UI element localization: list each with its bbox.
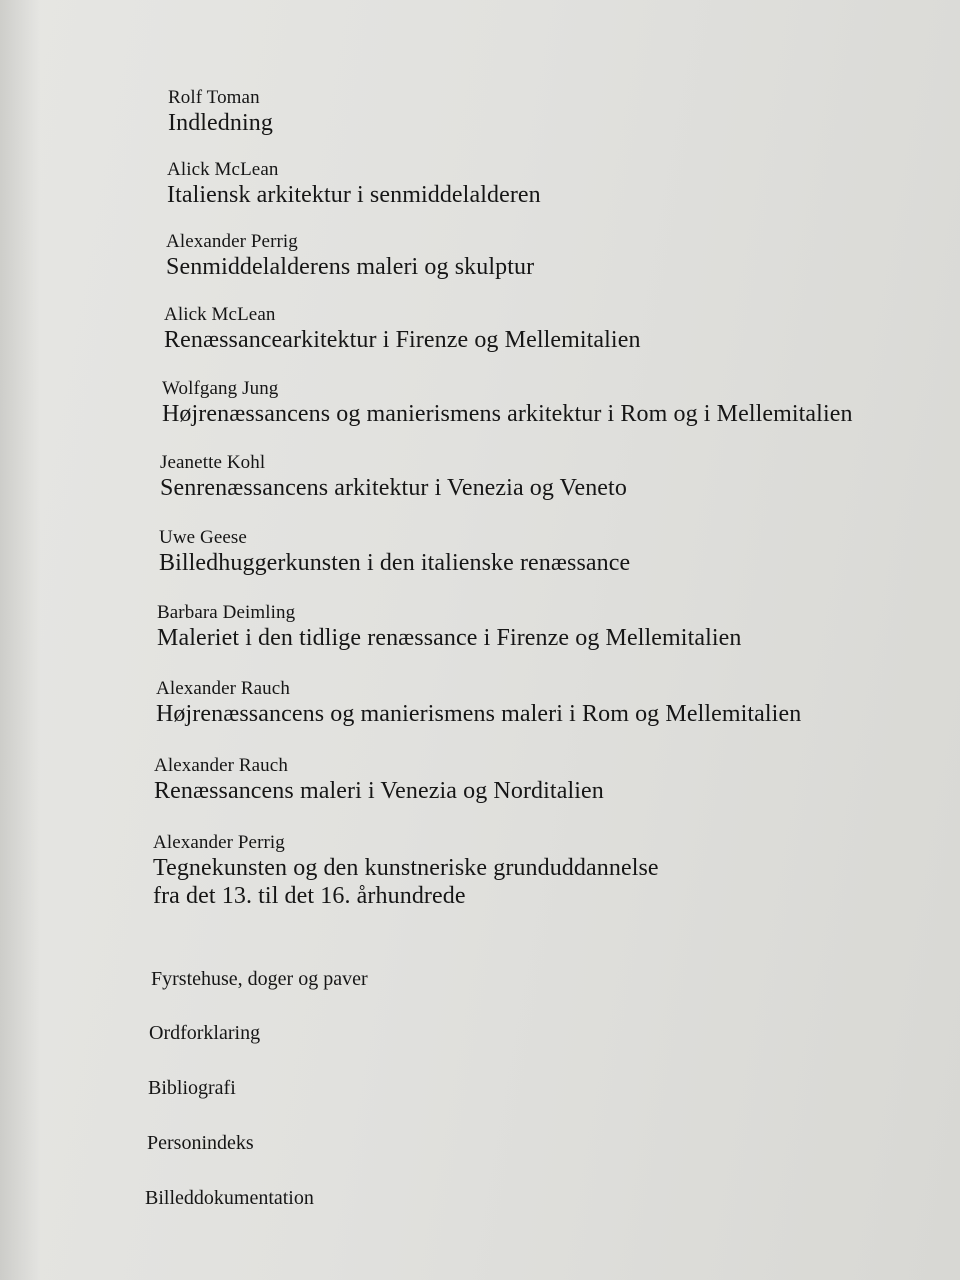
- entry-author: Alexander Perrig: [166, 231, 298, 252]
- toc-entry: [166, 231, 534, 281]
- entry-title: Renæssancens maleri i Venezia og Norditalien: [154, 778, 604, 804]
- appendix-item: Fyrstehuse, doger og paver: [151, 968, 368, 990]
- entry-author: Jeanette Kohl: [160, 452, 266, 473]
- entry-title: Renæssancearkitektur i Firenze og Mellemitalien: [164, 327, 641, 353]
- entry-author: Rolf Toman: [168, 87, 260, 108]
- toc-entry: [168, 87, 273, 137]
- toc-entry: [159, 527, 630, 577]
- toc-entry: [154, 755, 604, 805]
- page-edge-shadow: [0, 0, 40, 1280]
- appendix-item: Personindeks: [147, 1132, 254, 1154]
- appendix-item: Bibliografi: [148, 1077, 236, 1099]
- appendix-item: Billeddokumentation: [145, 1187, 314, 1209]
- entry-author: Alick McLean: [164, 304, 276, 325]
- entry-author: Alick McLean: [167, 159, 279, 180]
- entry-title: Billedhuggerkunsten i den italienske renæssance: [159, 550, 631, 576]
- entry-title: Senmiddelalderens maleri og skulptur: [166, 254, 535, 280]
- entry-title: Højrenæssancens og manierismens maleri i Rom og Mellemitalien: [156, 701, 802, 727]
- toc-entry: [153, 832, 659, 910]
- entry-title: Tegnekunsten og den kunstneriske grunduddannelse: [153, 855, 659, 881]
- entry-author: Wolfgang Jung: [162, 378, 279, 399]
- entry-author: Alexander Perrig: [153, 832, 285, 853]
- toc-entry: [167, 159, 541, 209]
- toc-entry: [157, 602, 741, 652]
- toc-entry: [164, 304, 641, 354]
- toc-entry: [156, 678, 801, 728]
- appendix-item: Ordforklaring: [149, 1022, 261, 1044]
- toc-entry: [162, 378, 853, 428]
- entry-title: Højrenæssancens og manierismens arkitektur i Rom og i Mellemitalien: [162, 401, 853, 427]
- entry-author: Alexander Rauch: [154, 755, 288, 776]
- entry-author: Alexander Rauch: [156, 678, 290, 699]
- entry-author: Barbara Deimling: [157, 602, 296, 623]
- entry-title: Italiensk arkitektur i senmiddelalderen: [167, 182, 541, 208]
- entry-title-line-2: fra det 13. til det 16. århundrede: [153, 883, 466, 909]
- toc-entry: [160, 452, 627, 502]
- entry-title: Senrenæssancens arkitektur i Venezia og Veneto: [160, 475, 627, 501]
- entry-author: Uwe Geese: [159, 527, 247, 548]
- entry-title: Maleriet i den tidlige renæssance i Firenze og Mellemitalien: [157, 625, 742, 651]
- entry-title: Indledning: [168, 110, 273, 136]
